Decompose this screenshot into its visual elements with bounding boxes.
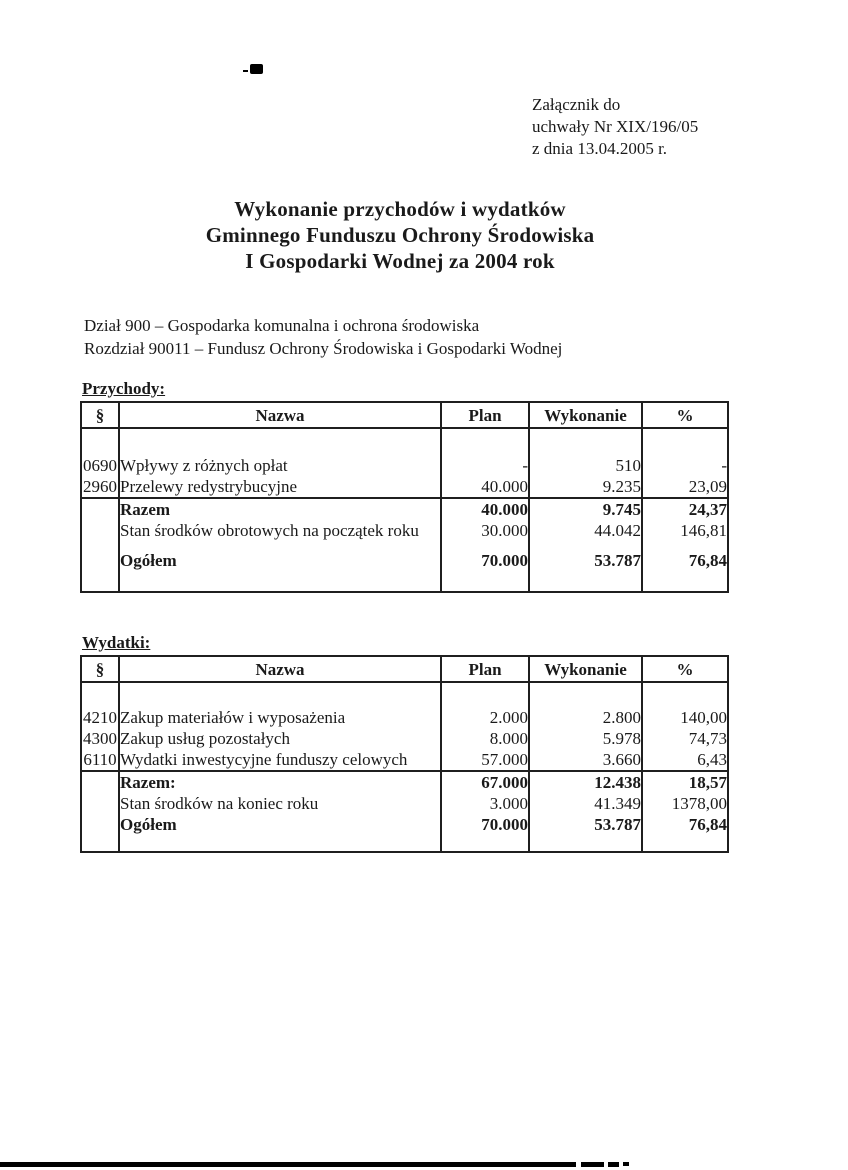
header-percent: % bbox=[642, 402, 728, 428]
spacer-row bbox=[81, 835, 728, 852]
cell-paragraph: 2960 bbox=[83, 477, 117, 496]
cell-percent: 74,73 bbox=[642, 728, 728, 749]
cell-name: Razem bbox=[119, 498, 441, 520]
header-percent: % bbox=[642, 656, 728, 682]
cell-plan: 30.000 bbox=[441, 520, 529, 541]
totals-row-razem bbox=[81, 498, 728, 520]
cell-execution: 9.235 bbox=[529, 476, 642, 498]
przychody-label: Przychody: bbox=[82, 379, 166, 398]
header-row bbox=[81, 656, 728, 682]
cell-name: Ogółem bbox=[119, 814, 441, 835]
cell-percent: 140,00 bbox=[642, 707, 728, 728]
header-paragraph: § bbox=[81, 402, 119, 428]
table-row bbox=[81, 476, 728, 498]
ink-speck-dash bbox=[243, 70, 248, 72]
header-plan: Plan bbox=[441, 656, 529, 682]
spacer-row bbox=[81, 428, 728, 455]
cell-paragraph: 6110 bbox=[83, 750, 117, 769]
table-row bbox=[81, 749, 728, 771]
cell-execution: 41.349 bbox=[529, 793, 642, 814]
table-row bbox=[81, 728, 728, 749]
cell-execution: 510 bbox=[529, 455, 642, 476]
scan-edge-bar bbox=[0, 1162, 576, 1167]
cell-execution: 5.978 bbox=[529, 728, 642, 749]
cell-paragraph: 4210 bbox=[83, 708, 117, 727]
cell-name: Razem: bbox=[119, 771, 441, 793]
przychody-table bbox=[80, 401, 729, 593]
cell-name: Zakup materiałów i wyposażenia bbox=[119, 707, 441, 728]
cell-execution: 44.042 bbox=[529, 520, 642, 541]
cell-execution: 9.745 bbox=[529, 498, 642, 520]
cell-percent: 76,84 bbox=[642, 814, 728, 835]
totals-row-stan bbox=[81, 520, 728, 541]
cell-execution: 53.787 bbox=[529, 814, 642, 835]
cell-plan: 8.000 bbox=[441, 728, 529, 749]
document-title bbox=[76, 196, 724, 274]
totals-row-ogolem bbox=[81, 814, 728, 835]
title-line: Gminnego Funduszu Ochrony Środowiska bbox=[205, 223, 595, 247]
dzial-line: Dział 900 – Gospodarka komunalna i ochrona środowiska bbox=[84, 316, 480, 335]
header-name: Nazwa bbox=[119, 402, 441, 428]
attachment-note bbox=[532, 94, 698, 160]
attachment-line: Załącznik do bbox=[532, 95, 621, 114]
cell-name: Wydatki inwestycyjne funduszy celowych bbox=[119, 749, 441, 771]
cell-percent: 18,57 bbox=[642, 771, 728, 793]
cell-percent: 6,43 bbox=[642, 749, 728, 771]
scan-edge-bar-segment bbox=[581, 1162, 604, 1167]
wydatki-table bbox=[80, 655, 729, 853]
cell-plan: 40.000 bbox=[441, 498, 529, 520]
scan-edge-bar-segment bbox=[608, 1162, 619, 1167]
cell-plan: 57.000 bbox=[441, 749, 529, 771]
table-row bbox=[81, 707, 728, 728]
cell-percent: 146,81 bbox=[642, 520, 728, 541]
cell-plan: - bbox=[441, 455, 529, 476]
title-line: Wykonanie przychodów i wydatków bbox=[234, 197, 566, 221]
header-execution: Wykonanie bbox=[529, 656, 642, 682]
cell-name: Przelewy redystrybucyjne bbox=[119, 476, 441, 498]
cell-plan: 67.000 bbox=[441, 771, 529, 793]
attachment-line: uchwały Nr XIX/196/05 bbox=[532, 117, 699, 136]
cell-name: Stan środków na koniec roku bbox=[119, 793, 441, 814]
header-name: Nazwa bbox=[119, 656, 441, 682]
cell-percent: 23,09 bbox=[642, 476, 728, 498]
header-paragraph: § bbox=[81, 656, 119, 682]
header-execution: Wykonanie bbox=[529, 402, 642, 428]
cell-plan: 2.000 bbox=[441, 707, 529, 728]
cell-percent: 76,84 bbox=[642, 541, 728, 571]
wydatki-block bbox=[80, 633, 729, 853]
totals-row-stan bbox=[81, 793, 728, 814]
ink-speck bbox=[250, 64, 263, 74]
cell-plan: 70.000 bbox=[441, 541, 529, 571]
cell-percent: 1378,00 bbox=[642, 793, 728, 814]
cell-percent: 24,37 bbox=[642, 498, 728, 520]
cell-name: Zakup usług pozostałych bbox=[119, 728, 441, 749]
cell-plan: 40.000 bbox=[441, 476, 529, 498]
totals-row-ogolem bbox=[81, 541, 728, 571]
cell-paragraph: 0690 bbox=[83, 456, 117, 475]
cell-paragraph: 4300 bbox=[83, 729, 117, 748]
spacer-row bbox=[81, 682, 728, 707]
cell-percent: - bbox=[642, 455, 728, 476]
header-plan: Plan bbox=[441, 402, 529, 428]
spacer-row bbox=[81, 571, 728, 592]
przychody-block bbox=[80, 379, 729, 593]
totals-row-razem bbox=[81, 771, 728, 793]
cell-plan: 3.000 bbox=[441, 793, 529, 814]
cell-execution: 2.800 bbox=[529, 707, 642, 728]
cell-execution: 53.787 bbox=[529, 541, 642, 571]
attachment-line: z dnia 13.04.2005 r. bbox=[532, 139, 668, 158]
cell-execution: 3.660 bbox=[529, 749, 642, 771]
table-row bbox=[81, 455, 728, 476]
cell-name: Ogółem bbox=[119, 541, 441, 571]
cell-execution: 12.438 bbox=[529, 771, 642, 793]
rozdzial-line: Rozdział 90011 – Fundusz Ochrony Środowiska i Gospodarki Wodnej bbox=[84, 339, 563, 358]
scan-edge-bar-segment bbox=[623, 1162, 629, 1166]
cell-name: Wpływy z różnych opłat bbox=[119, 455, 441, 476]
section-info bbox=[84, 314, 562, 360]
wydatki-label: Wydatki: bbox=[82, 633, 151, 652]
cell-plan: 70.000 bbox=[441, 814, 529, 835]
cell-name: Stan środków obrotowych na początek roku bbox=[119, 520, 441, 541]
title-line: I Gospodarki Wodnej za 2004 rok bbox=[245, 249, 555, 273]
header-row bbox=[81, 402, 728, 428]
